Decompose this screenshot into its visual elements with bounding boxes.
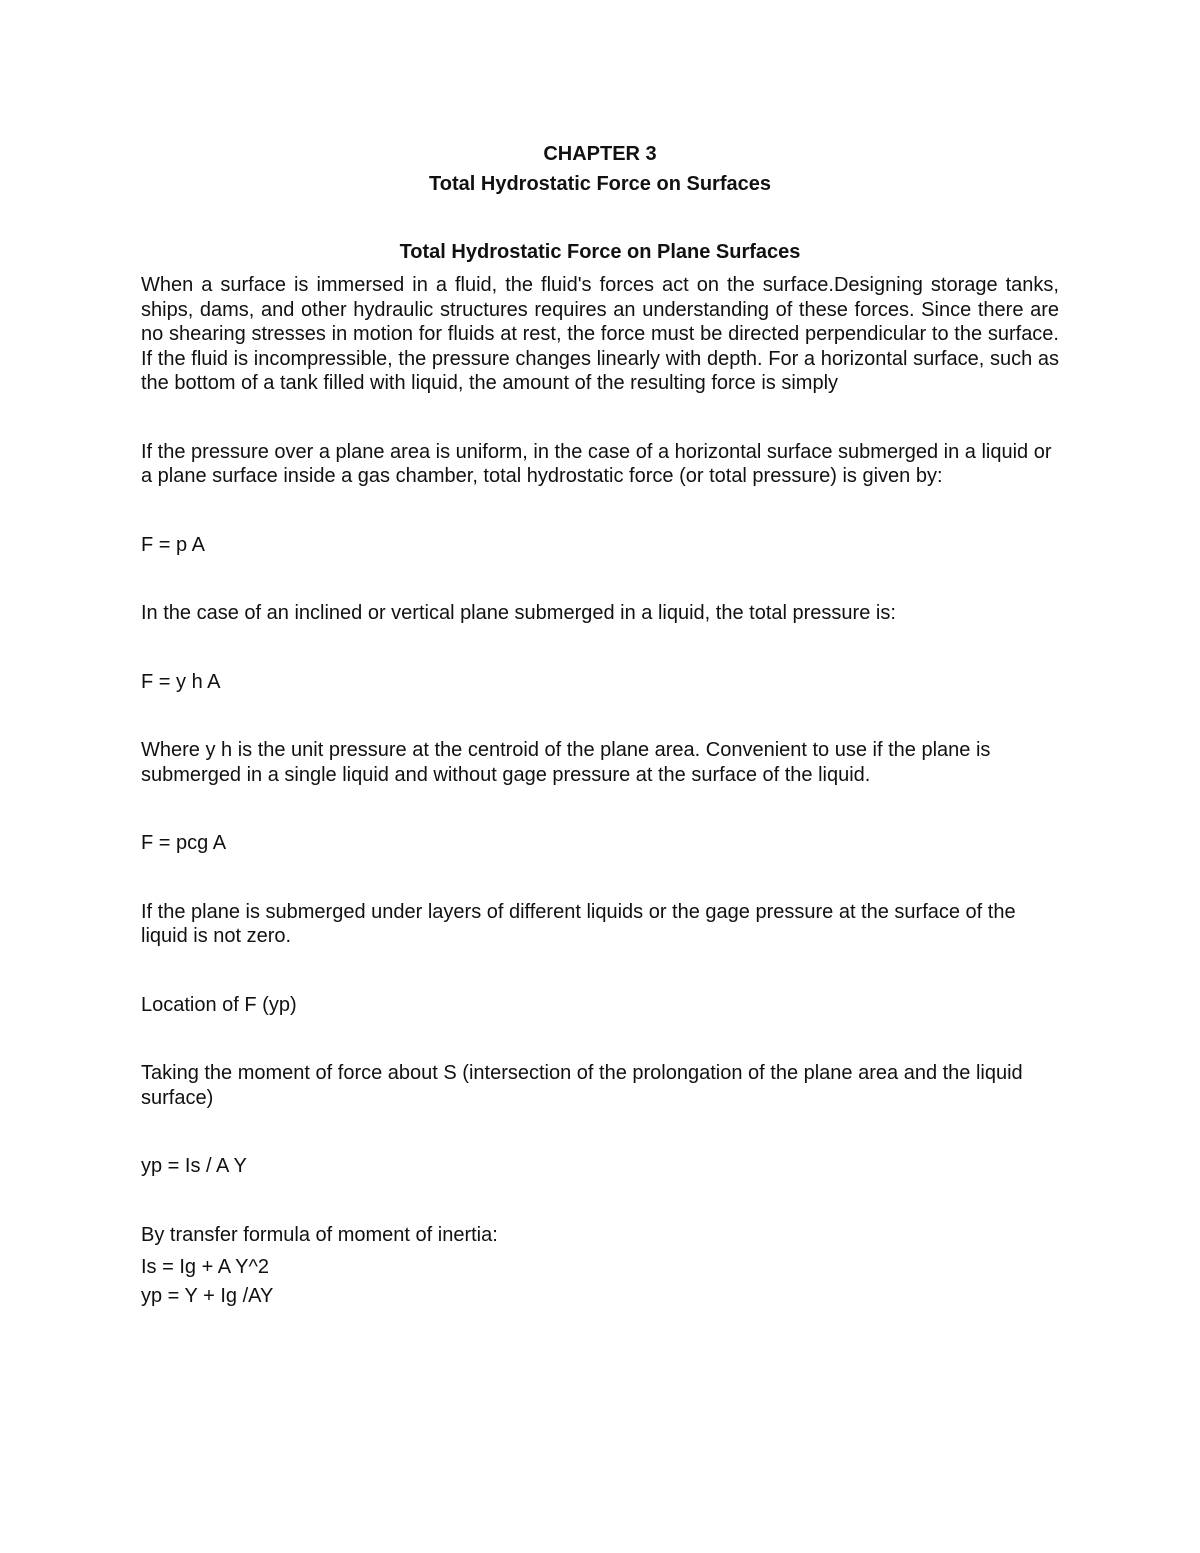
document-body [141,140,1059,1308]
section-heading: Total Hydrostatic Force on Plane Surfaces [399,241,801,263]
chapter-title: CHAPTER 3 [543,143,657,165]
location-heading: Location of F (yp) [141,993,297,1016]
inclined-plane-paragraph: In the case of an inclined or vertical plane submerged in a liquid, the total pressure is: [141,602,896,624]
chapter-subtitle: Total Hydrostatic Force on Surfaces [429,173,771,195]
formula-f-pa: F = p A [141,533,205,556]
formula-is: Is = Ig + A Y^2 [141,1256,269,1278]
formula-f-pcga: F = pcg A [141,832,227,854]
formula-yp: yp = Y + Ig /AY [141,1284,274,1307]
formula-yp-is: yp = Is / A Y [141,1155,247,1177]
transfer-formula-paragraph: By transfer formula of moment of inertia: [141,1223,498,1246]
uniform-pressure-paragraph: If the pressure over a plane area is uniform, in the case of a horizontal surface submerged in a liquid or a plane surface inside a gas chamber, total hydrostatic force (or total pressure) is given by: [141,440,1052,487]
intro-paragraph: When a surface is immersed in a fluid, the fluid's forces act on the surface.Designing storage tanks, ships, dams, and other hydraulic structures requires an understanding of these forces. Since there are no shearing stresses in motion for fluids at rest, the force must be directed perpendicular to the surface. If the fluid is incompressible, the pressure changes linearly with depth. For a horizontal surface, such as the bottom of a tank filled with liquid, the amount of the resulting force is simply [141,274,1059,394]
layers-paragraph: If the plane is submerged under layers of different liquids or the gage pressure at the surface of the liquid is not zero. [141,900,1016,947]
unit-pressure-paragraph: Where y h is the unit pressure at the centroid of the plane area. Convenient to use if the plane is submerged in a single liquid and without gage pressure at the surface of the liquid. [141,739,991,786]
formula-f-yha: F = y h A [141,670,221,693]
moment-paragraph: Taking the moment of force about S (intersection of the prolongation of the plane area and the liquid surface) [141,1062,1023,1109]
